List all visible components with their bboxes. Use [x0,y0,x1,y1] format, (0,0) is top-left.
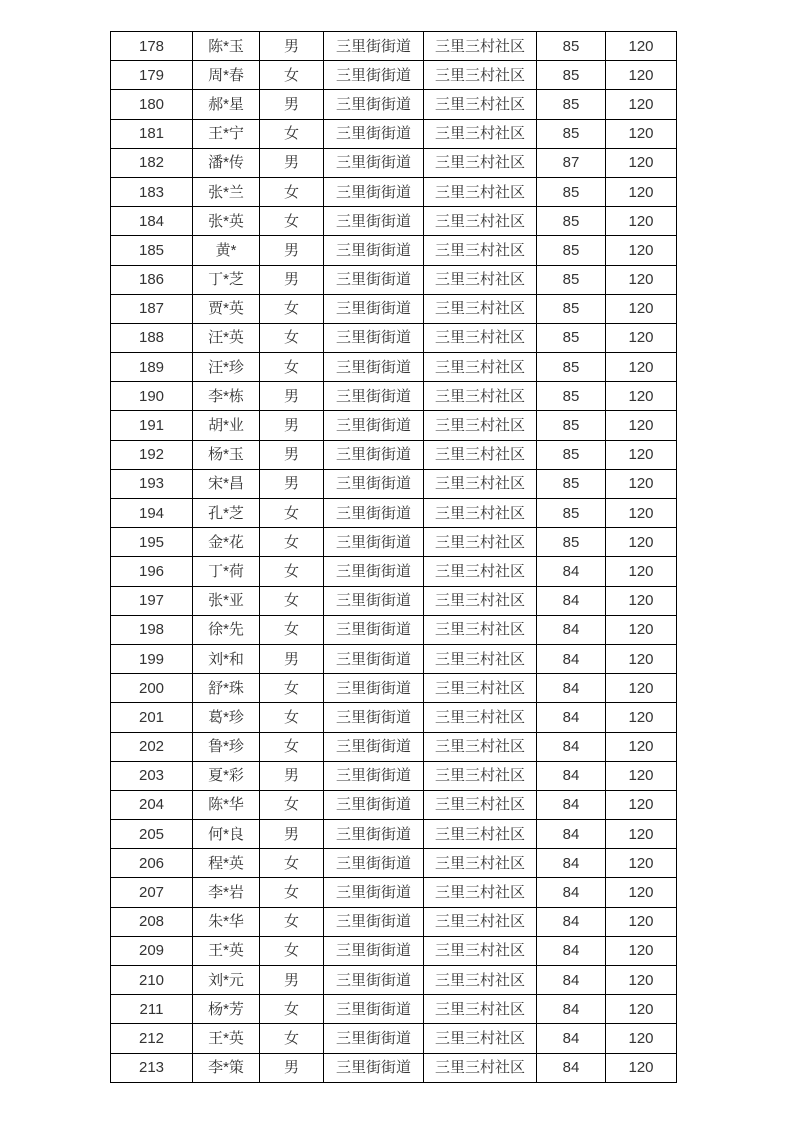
quota-cell: 120 [606,32,677,61]
community-cell: 三里三村社区 [424,499,537,528]
serial-number-cell: 198 [111,615,193,644]
gender-cell: 男 [260,32,324,61]
name-cell: 刘*和 [193,644,260,673]
serial-number-cell: 180 [111,90,193,119]
score-cell: 84 [537,878,606,907]
quota-cell: 120 [606,499,677,528]
street-cell: 三里街街道 [324,586,424,615]
community-cell: 三里三村社区 [424,119,537,148]
gender-cell: 女 [260,703,324,732]
gender-cell: 女 [260,790,324,819]
score-cell: 85 [537,323,606,352]
table-row [111,761,677,790]
gender-cell: 女 [260,207,324,236]
community-cell: 三里三村社区 [424,236,537,265]
quota-cell: 120 [606,323,677,352]
street-cell: 三里街街道 [324,1053,424,1082]
name-cell: 刘*元 [193,966,260,995]
community-cell: 三里三村社区 [424,294,537,323]
name-cell: 李*岩 [193,878,260,907]
community-cell: 三里三村社区 [424,936,537,965]
score-cell: 85 [537,528,606,557]
street-cell: 三里街街道 [324,761,424,790]
score-cell: 84 [537,790,606,819]
gender-cell: 女 [260,586,324,615]
score-cell: 84 [537,995,606,1024]
gender-cell: 男 [260,382,324,411]
score-cell: 84 [537,936,606,965]
table-row [111,644,677,673]
quota-cell: 120 [606,177,677,206]
serial-number-cell: 207 [111,878,193,907]
serial-number-cell: 194 [111,499,193,528]
quota-cell: 120 [606,411,677,440]
community-cell: 三里三村社区 [424,207,537,236]
street-cell: 三里街街道 [324,820,424,849]
gender-cell: 男 [260,820,324,849]
gender-cell: 女 [260,177,324,206]
table-row [111,557,677,586]
score-cell: 84 [537,761,606,790]
name-cell: 丁*荷 [193,557,260,586]
street-cell: 三里街街道 [324,32,424,61]
score-cell: 84 [537,703,606,732]
quota-cell: 120 [606,995,677,1024]
name-cell: 宋*昌 [193,469,260,498]
table-row [111,1024,677,1053]
serial-number-cell: 186 [111,265,193,294]
name-cell: 李*策 [193,1053,260,1082]
community-cell: 三里三村社区 [424,878,537,907]
street-cell: 三里街街道 [324,61,424,90]
serial-number-cell: 182 [111,148,193,177]
street-cell: 三里街街道 [324,528,424,557]
score-cell: 84 [537,732,606,761]
table-row [111,674,677,703]
quota-cell: 120 [606,148,677,177]
table-row [111,586,677,615]
serial-number-cell: 212 [111,1024,193,1053]
name-cell: 陈*玉 [193,32,260,61]
street-cell: 三里街街道 [324,440,424,469]
street-cell: 三里街街道 [324,644,424,673]
gender-cell: 男 [260,265,324,294]
score-cell: 84 [537,674,606,703]
serial-number-cell: 191 [111,411,193,440]
serial-number-cell: 193 [111,469,193,498]
score-cell: 85 [537,440,606,469]
gender-cell: 女 [260,294,324,323]
street-cell: 三里街街道 [324,353,424,382]
quota-cell: 120 [606,586,677,615]
community-cell: 三里三村社区 [424,469,537,498]
community-cell: 三里三村社区 [424,323,537,352]
community-cell: 三里三村社区 [424,177,537,206]
serial-number-cell: 208 [111,907,193,936]
street-cell: 三里街街道 [324,849,424,878]
name-cell: 杨*玉 [193,440,260,469]
score-cell: 84 [537,615,606,644]
score-cell: 84 [537,586,606,615]
serial-number-cell: 195 [111,528,193,557]
name-cell: 金*花 [193,528,260,557]
street-cell: 三里街街道 [324,878,424,907]
table-row [111,90,677,119]
table-row [111,936,677,965]
roster-table-body [111,32,677,1083]
name-cell: 胡*业 [193,411,260,440]
score-cell: 84 [537,820,606,849]
serial-number-cell: 200 [111,674,193,703]
name-cell: 葛*珍 [193,703,260,732]
name-cell: 黄* [193,236,260,265]
quota-cell: 120 [606,469,677,498]
community-cell: 三里三村社区 [424,907,537,936]
community-cell: 三里三村社区 [424,849,537,878]
quota-cell: 120 [606,703,677,732]
name-cell: 贾*英 [193,294,260,323]
quota-cell: 120 [606,382,677,411]
quota-cell: 120 [606,1024,677,1053]
name-cell: 程*英 [193,849,260,878]
table-row [111,119,677,148]
quota-cell: 120 [606,761,677,790]
table-row [111,440,677,469]
street-cell: 三里街街道 [324,294,424,323]
street-cell: 三里街街道 [324,207,424,236]
name-cell: 潘*传 [193,148,260,177]
table-row [111,790,677,819]
street-cell: 三里街街道 [324,966,424,995]
serial-number-cell: 183 [111,177,193,206]
gender-cell: 男 [260,236,324,265]
gender-cell: 女 [260,615,324,644]
score-cell: 85 [537,353,606,382]
serial-number-cell: 210 [111,966,193,995]
name-cell: 汪*珍 [193,353,260,382]
name-cell: 郝*星 [193,90,260,119]
quota-cell: 120 [606,236,677,265]
table-row [111,1053,677,1082]
quota-cell: 120 [606,849,677,878]
gender-cell: 女 [260,907,324,936]
table-row [111,294,677,323]
table-row [111,849,677,878]
table-row [111,469,677,498]
table-row [111,265,677,294]
score-cell: 85 [537,499,606,528]
serial-number-cell: 213 [111,1053,193,1082]
quota-cell: 120 [606,936,677,965]
score-cell: 84 [537,1024,606,1053]
quota-cell: 120 [606,907,677,936]
street-cell: 三里街街道 [324,411,424,440]
serial-number-cell: 205 [111,820,193,849]
gender-cell: 女 [260,323,324,352]
community-cell: 三里三村社区 [424,966,537,995]
score-cell: 85 [537,382,606,411]
name-cell: 周*春 [193,61,260,90]
quota-cell: 120 [606,557,677,586]
gender-cell: 男 [260,644,324,673]
street-cell: 三里街街道 [324,119,424,148]
name-cell: 舒*珠 [193,674,260,703]
street-cell: 三里街街道 [324,323,424,352]
street-cell: 三里街街道 [324,148,424,177]
table-row [111,966,677,995]
name-cell: 杨*芳 [193,995,260,1024]
community-cell: 三里三村社区 [424,148,537,177]
community-cell: 三里三村社区 [424,528,537,557]
score-cell: 85 [537,61,606,90]
community-cell: 三里三村社区 [424,644,537,673]
serial-number-cell: 185 [111,236,193,265]
name-cell: 朱*华 [193,907,260,936]
table-row [111,528,677,557]
gender-cell: 女 [260,732,324,761]
name-cell: 汪*英 [193,323,260,352]
serial-number-cell: 204 [111,790,193,819]
community-cell: 三里三村社区 [424,90,537,119]
community-cell: 三里三村社区 [424,1053,537,1082]
quota-cell: 120 [606,119,677,148]
table-row [111,615,677,644]
street-cell: 三里街街道 [324,790,424,819]
table-row [111,207,677,236]
table-row [111,177,677,206]
street-cell: 三里街街道 [324,557,424,586]
community-cell: 三里三村社区 [424,411,537,440]
quota-cell: 120 [606,353,677,382]
street-cell: 三里街街道 [324,615,424,644]
name-cell: 张*英 [193,207,260,236]
community-cell: 三里三村社区 [424,557,537,586]
roster-table [110,31,677,1083]
gender-cell: 女 [260,61,324,90]
street-cell: 三里街街道 [324,703,424,732]
name-cell: 张*亚 [193,586,260,615]
serial-number-cell: 206 [111,849,193,878]
gender-cell: 女 [260,119,324,148]
table-row [111,382,677,411]
quota-cell: 120 [606,732,677,761]
score-cell: 85 [537,90,606,119]
community-cell: 三里三村社区 [424,382,537,411]
table-row [111,353,677,382]
name-cell: 夏*彩 [193,761,260,790]
serial-number-cell: 201 [111,703,193,732]
table-row [111,907,677,936]
score-cell: 85 [537,236,606,265]
quota-cell: 120 [606,1053,677,1082]
serial-number-cell: 190 [111,382,193,411]
serial-number-cell: 184 [111,207,193,236]
score-cell: 85 [537,119,606,148]
gender-cell: 男 [260,1053,324,1082]
serial-number-cell: 211 [111,995,193,1024]
serial-number-cell: 192 [111,440,193,469]
table-row [111,820,677,849]
community-cell: 三里三村社区 [424,995,537,1024]
name-cell: 李*栋 [193,382,260,411]
quota-cell: 120 [606,790,677,819]
score-cell: 84 [537,907,606,936]
quota-cell: 120 [606,820,677,849]
table-row [111,499,677,528]
serial-number-cell: 202 [111,732,193,761]
gender-cell: 男 [260,148,324,177]
community-cell: 三里三村社区 [424,820,537,849]
quota-cell: 120 [606,644,677,673]
name-cell: 徐*先 [193,615,260,644]
quota-cell: 120 [606,294,677,323]
name-cell: 丁*芝 [193,265,260,294]
score-cell: 85 [537,411,606,440]
score-cell: 85 [537,177,606,206]
community-cell: 三里三村社区 [424,61,537,90]
name-cell: 鲁*珍 [193,732,260,761]
name-cell: 孔*芝 [193,499,260,528]
quota-cell: 120 [606,615,677,644]
serial-number-cell: 196 [111,557,193,586]
name-cell: 王*英 [193,936,260,965]
quota-cell: 120 [606,878,677,907]
score-cell: 85 [537,265,606,294]
street-cell: 三里街街道 [324,936,424,965]
table-row [111,995,677,1024]
community-cell: 三里三村社区 [424,674,537,703]
street-cell: 三里街街道 [324,995,424,1024]
serial-number-cell: 188 [111,323,193,352]
street-cell: 三里街街道 [324,674,424,703]
street-cell: 三里街街道 [324,265,424,294]
score-cell: 85 [537,207,606,236]
gender-cell: 男 [260,90,324,119]
community-cell: 三里三村社区 [424,440,537,469]
quota-cell: 120 [606,528,677,557]
gender-cell: 男 [260,469,324,498]
serial-number-cell: 199 [111,644,193,673]
gender-cell: 女 [260,353,324,382]
street-cell: 三里街街道 [324,1024,424,1053]
serial-number-cell: 209 [111,936,193,965]
score-cell: 85 [537,32,606,61]
community-cell: 三里三村社区 [424,265,537,294]
table-row [111,732,677,761]
name-cell: 张*兰 [193,177,260,206]
quota-cell: 120 [606,440,677,469]
serial-number-cell: 189 [111,353,193,382]
quota-cell: 120 [606,674,677,703]
gender-cell: 女 [260,878,324,907]
quota-cell: 120 [606,966,677,995]
score-cell: 84 [537,849,606,878]
name-cell: 何*良 [193,820,260,849]
quota-cell: 120 [606,207,677,236]
table-row [111,323,677,352]
score-cell: 84 [537,557,606,586]
gender-cell: 女 [260,499,324,528]
serial-number-cell: 178 [111,32,193,61]
street-cell: 三里街街道 [324,469,424,498]
street-cell: 三里街街道 [324,236,424,265]
serial-number-cell: 197 [111,586,193,615]
gender-cell: 女 [260,995,324,1024]
score-cell: 85 [537,469,606,498]
gender-cell: 男 [260,440,324,469]
community-cell: 三里三村社区 [424,615,537,644]
gender-cell: 男 [260,966,324,995]
name-cell: 王*英 [193,1024,260,1053]
street-cell: 三里街街道 [324,732,424,761]
gender-cell: 女 [260,936,324,965]
community-cell: 三里三村社区 [424,790,537,819]
table-row [111,236,677,265]
table-row [111,878,677,907]
name-cell: 王*宁 [193,119,260,148]
community-cell: 三里三村社区 [424,732,537,761]
gender-cell: 男 [260,761,324,790]
table-row [111,32,677,61]
quota-cell: 120 [606,90,677,119]
community-cell: 三里三村社区 [424,703,537,732]
community-cell: 三里三村社区 [424,1024,537,1053]
score-cell: 84 [537,1053,606,1082]
name-cell: 陈*华 [193,790,260,819]
serial-number-cell: 179 [111,61,193,90]
serial-number-cell: 203 [111,761,193,790]
gender-cell: 女 [260,1024,324,1053]
table-row [111,61,677,90]
score-cell: 84 [537,966,606,995]
community-cell: 三里三村社区 [424,761,537,790]
serial-number-cell: 187 [111,294,193,323]
community-cell: 三里三村社区 [424,32,537,61]
street-cell: 三里街街道 [324,90,424,119]
gender-cell: 男 [260,411,324,440]
score-cell: 84 [537,644,606,673]
community-cell: 三里三村社区 [424,586,537,615]
serial-number-cell: 181 [111,119,193,148]
street-cell: 三里街街道 [324,382,424,411]
street-cell: 三里街街道 [324,177,424,206]
gender-cell: 女 [260,557,324,586]
table-row [111,411,677,440]
gender-cell: 女 [260,849,324,878]
community-cell: 三里三村社区 [424,353,537,382]
street-cell: 三里街街道 [324,499,424,528]
gender-cell: 女 [260,528,324,557]
quota-cell: 120 [606,265,677,294]
table-row [111,703,677,732]
score-cell: 85 [537,294,606,323]
gender-cell: 女 [260,674,324,703]
table-row [111,148,677,177]
quota-cell: 120 [606,61,677,90]
street-cell: 三里街街道 [324,907,424,936]
score-cell: 87 [537,148,606,177]
